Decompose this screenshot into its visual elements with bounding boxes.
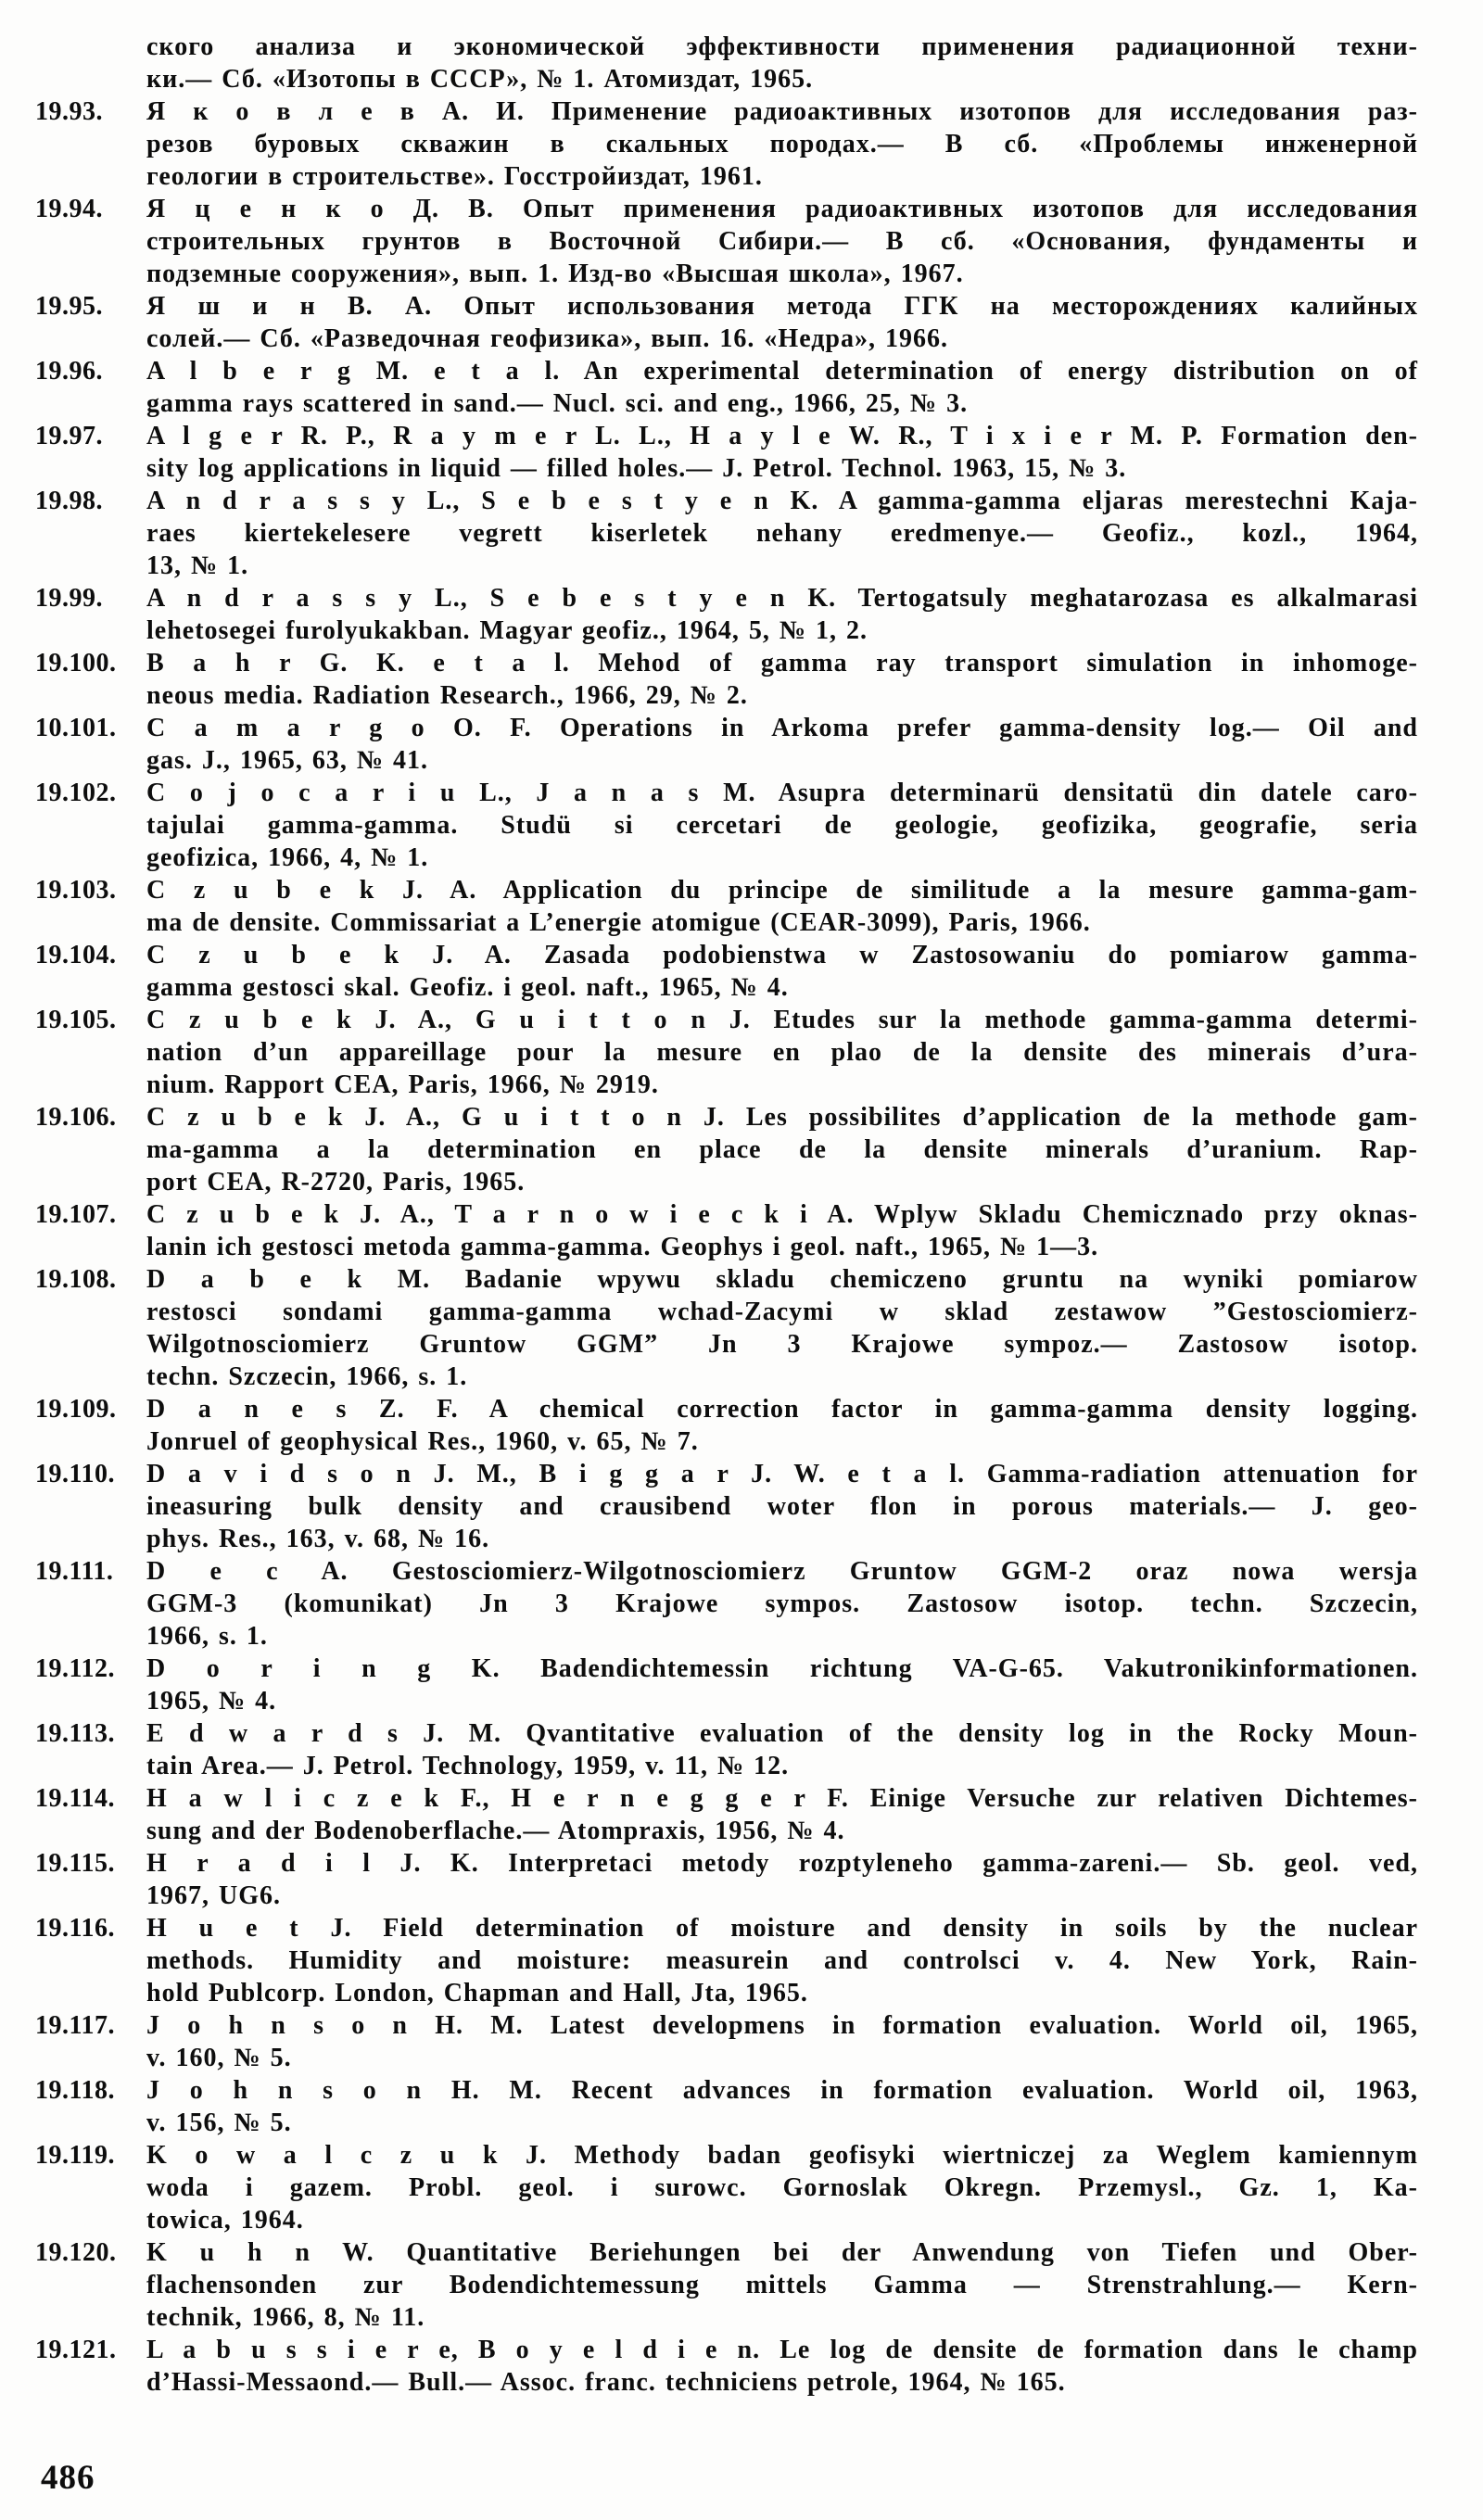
entry-number: 19.113.	[35, 1719, 115, 1748]
reference-entry	[35, 355, 1418, 420]
reference-line: sung and der Bodenoberflache.— Atompraxis, 1956, № 4.	[146, 1817, 845, 1845]
reference-line: ки.— Сб. «Изотопы в СССР», № 1. Атомиздат, 1965.	[146, 65, 814, 94]
reference-entry	[35, 2074, 1418, 2139]
entry-number: 19.105.	[35, 1006, 117, 1034]
reference-line: port CEA, R-2720, Paris, 1965.	[146, 1168, 526, 1197]
reference-line: 19.113. E d w a r d s J. M. Qvantitative evaluation of the density log in the Rocky Moun-	[35, 1719, 1418, 1748]
reference-line: 19.121. L a b u s s i e r e, B o y e l d i e n. Le log de densite de formation dans le champ	[35, 2336, 1418, 2364]
reference-line: 19.110. D a v i d s o n J. M., B i g g a r J. W. e t a l. Gamma-radiation attenuation for	[35, 1460, 1418, 1488]
reference-entry	[35, 485, 1418, 582]
reference-line: 19.98. A n d r a s s y L., S e b e s t y e n K. A gamma-gamma eljaras merestechni Kaja-	[35, 487, 1418, 515]
reference-line: methods. Humidity and moisture: measurein and controlsci v. 4. New York, Rain-	[146, 1946, 1418, 1975]
reference-line: 19.96. A l b e r g M. e t a l. An experimental determination of energy distribution on of	[35, 357, 1418, 386]
entry-number: 19.96.	[35, 357, 103, 386]
reference-entry	[35, 95, 1418, 193]
reference-line: 19.97. A l g e r R. P., R a y m e r L. L., H a y l e W. R., T i x i e r M. P. Formation den-	[35, 422, 1418, 450]
entry-number: 19.99.	[35, 584, 103, 613]
entry-number: 19.107.	[35, 1200, 117, 1229]
reference-line: gamma gestosci skal. Geofiz. i geol. naft., 1965, № 4.	[146, 973, 789, 1002]
reference-entry	[35, 1555, 1418, 1653]
reference-line: 19.107. C z u b e k J. A., T a r n o w i e c k i A. Wplyw Skladu Chemicznado przy oknas-	[35, 1200, 1418, 1229]
reference-list	[35, 0, 1418, 2399]
reference-line: phys. Res., 163, v. 68, № 16.	[146, 1525, 490, 1553]
reference-entry	[35, 1847, 1418, 1912]
reference-line: 19.108. D a b e k M. Badanie wpywu skladu chemiczeno gruntu na wyniki pomiarow	[35, 1265, 1418, 1294]
reference-line: 19.99. A n d r a s s y L., S e b e s t y e n K. Tertogatsuly meghatarozasa es alkalmarasi	[35, 584, 1418, 613]
reference-line: 10.101. C a m a r g o O. F. Operations in Arkoma prefer gamma-density log.— Oil and	[35, 714, 1418, 742]
reference-line: 19.100. B a h r G. K. e t a l. Mehod of gamma ray transport simulation in inhomoge-	[35, 649, 1418, 677]
entry-number: 19.118.	[35, 2076, 115, 2105]
reference-line: techn. Szczecin, 1966, s. 1.	[146, 1362, 468, 1391]
entry-number: 19.108.	[35, 1265, 117, 1294]
reference-line: 19.102. C o j o c a r i u L., J a n a s M. Asupra determinarü densitatü din datele caro-	[35, 779, 1418, 807]
reference-line: tain Area.— J. Petrol. Technology, 1959, v. 11, № 12.	[146, 1752, 790, 1780]
reference-line: raes kiertekelesere vegrett kiserletek nehany eredmenye.— Geofiz., kozl., 1964,	[146, 519, 1418, 548]
entry-number: 19.95.	[35, 292, 103, 321]
entry-number: 19.102.	[35, 779, 117, 807]
reference-line: ma de densite. Commissariat a L’energie atomigue (CEAR-3099), Paris, 1966.	[146, 908, 1091, 937]
reference-line: 19.95. Я ш и н В. А. Опыт использования метода ГГК на месторождениях калийных	[35, 292, 1418, 321]
reference-line: 19.117. J o h n s o n H. M. Latest developmens in formation evaluation. World oil, 1965,	[35, 2011, 1418, 2040]
entry-number: 19.98.	[35, 487, 103, 515]
reference-line: 19.118. J o h n s o n H. M. Recent advances in formation evaluation. World oil, 1963,	[35, 2076, 1418, 2105]
reference-line: солей.— Сб. «Разведочная геофизика», вып. 16. «Недра», 1966.	[146, 324, 948, 353]
reference-entry	[146, 31, 1418, 95]
reference-line: 19.119. K o w a l c z u k J. Methody badan geofisyki wiertniczej za Weglem kamiennym	[35, 2141, 1418, 2170]
reference-line: 19.115. H r a d i l J. K. Interpretaci metody rozptyleneho gamma-zareni.— Sb. geol. ved,	[35, 1849, 1418, 1878]
reference-entry	[35, 1458, 1418, 1555]
reference-line: sity log applications in liquid — filled holes.— J. Petrol. Technol. 1963, 15, № 3.	[146, 454, 1127, 483]
reference-line: 19.120. K u h n W. Quantitative Beriehungen bei der Anwendung von Tiefen und Ober-	[35, 2238, 1418, 2267]
entry-number: 19.94.	[35, 195, 103, 223]
reference-line: v. 156, № 5.	[146, 2108, 292, 2137]
reference-entry	[35, 777, 1418, 874]
entry-number: 19.112.	[35, 1654, 115, 1683]
entry-number: 19.106.	[35, 1103, 117, 1132]
reference-line: technik, 1966, 8, № 11.	[146, 2303, 425, 2332]
entry-number: 19.104.	[35, 941, 117, 969]
reference-line: woda i gazem. Probl. geol. i surowc. Gornoslak Okregn. Przemysl., Gz. 1, Ka-	[146, 2173, 1418, 2202]
reference-line: towica, 1964.	[146, 2206, 304, 2235]
reference-line: строительных грунтов в Восточной Сибири.— В сб. «Основания, фундаменты и	[146, 227, 1418, 256]
entry-number: 19.109.	[35, 1395, 117, 1424]
reference-line: Wilgotnosciomierz Gruntow GGM” Jn 3 Krajowe sympoz.— Zastosow isotop.	[146, 1330, 1418, 1359]
reference-line: геологии в строительстве». Госстройиздат, 1961.	[146, 162, 763, 191]
reference-line: neous media. Radiation Research., 1966, 29, № 2.	[146, 681, 748, 710]
reference-line: gas. J., 1965, 63, № 41.	[146, 746, 429, 775]
reference-line: GGM-3 (komunikat) Jn 3 Krajowe sympos. Zastosow isotop. techn. Szczecin,	[146, 1589, 1418, 1618]
reference-entry	[35, 1101, 1418, 1198]
reference-entry	[35, 1717, 1418, 1782]
reference-line: 19.116. H u e t J. Field determination of moisture and density in soils by the nuclear	[35, 1914, 1418, 1943]
page-number: 486	[41, 2459, 95, 2497]
reference-entry	[35, 1004, 1418, 1101]
entry-number: 19.117.	[35, 2011, 115, 2040]
reference-line: lanin ich gestosci metoda gamma-gamma. Geophys i geol. naft., 1965, № 1—3.	[146, 1233, 1099, 1261]
entry-number: 10.101.	[35, 714, 117, 742]
reference-line: hold Publcorp. London, Chapman and Hall, Jta, 1965.	[146, 1979, 808, 2007]
reference-entry	[35, 290, 1418, 355]
entry-number: 19.115.	[35, 1849, 115, 1878]
reference-line: 19.114. H a w l i c z e k F., H e r n e g g e r F. Einige Versuche zur relativen Dichtemes-	[35, 1784, 1418, 1813]
entry-number: 19.110.	[35, 1460, 115, 1488]
reference-line: lehetosegei furolyukakban. Magyar geofiz., 1964, 5, № 1, 2.	[146, 616, 868, 645]
entry-number: 19.111.	[35, 1557, 114, 1586]
entry-number: 19.116.	[35, 1914, 115, 1943]
reference-entry	[35, 193, 1418, 290]
reference-entry	[35, 1393, 1418, 1458]
reference-line: ского анализа и экономической эффективности применения радиационной техни-	[146, 32, 1418, 61]
reference-entry	[35, 1782, 1418, 1847]
reference-entry	[35, 712, 1418, 777]
reference-line: подземные сооружения», вып. 1. Изд-во «Высшая школа», 1967.	[146, 260, 964, 288]
reference-entry	[35, 2236, 1418, 2334]
reference-line: 1967, UG6.	[146, 1881, 281, 1910]
reference-entry	[35, 1653, 1418, 1717]
reference-line: 1965, № 4.	[146, 1687, 277, 1716]
reference-line: d’Hassi-Messaond.— Bull.— Assoc. franc. techniciens petrole, 1964, № 165.	[146, 2368, 1066, 2397]
reference-line: 1966, s. 1.	[146, 1622, 268, 1651]
reference-line: 19.106. C z u b e k J. A., G u i t t o n J. Les possibilites d’application de la methode gam-	[35, 1103, 1418, 1132]
reference-entry	[35, 2139, 1418, 2236]
reference-entry	[35, 2334, 1418, 2399]
reference-entry	[35, 2009, 1418, 2074]
reference-entry	[35, 1263, 1418, 1393]
reference-line: ineasuring bulk density and crausibend woter flon in porous materials.— J. geo-	[146, 1492, 1418, 1521]
entry-number: 19.93.	[35, 97, 103, 126]
entry-number: 19.119.	[35, 2141, 115, 2170]
reference-line: 19.93. Я к о в л е в А. И. Применение радиоактивных изотопов для исследования раз-	[35, 97, 1418, 126]
reference-line: 19.109. D a n e s Z. F. A chemical correction factor in gamma-gamma density logging.	[35, 1395, 1418, 1424]
reference-entry	[35, 1912, 1418, 2009]
reference-line: nation d’un appareillage pour la mesure en plao de la densite des minerais d’ura-	[146, 1038, 1418, 1067]
reference-entry	[35, 874, 1418, 939]
reference-line: v. 160, № 5.	[146, 2044, 292, 2072]
reference-line: 19.105. C z u b e k J. A., G u i t t o n J. Etudes sur la methode gamma-gamma determi-	[35, 1006, 1418, 1034]
reference-line: restosci sondami gamma-gamma wchad-Zacymi w sklad zestawow ”Gestosciomierz-	[146, 1298, 1418, 1326]
entry-number: 19.97.	[35, 422, 103, 450]
reference-entry	[35, 582, 1418, 647]
entry-number: 19.120.	[35, 2238, 117, 2267]
reference-line: geofizica, 1966, 4, № 1.	[146, 843, 429, 872]
reference-line: 19.112. D o r i n g K. Badendichtemessin richtung VA-G-65. Vakutronikinformationen.	[35, 1654, 1418, 1683]
reference-line: 19.94. Я ц е н к о Д. В. Опыт применения радиоактивных изотопов для исследования	[35, 195, 1418, 223]
reference-entry	[35, 647, 1418, 712]
reference-line: резов буровых скважин в скальных породах.— В сб. «Проблемы инженерной	[146, 130, 1418, 158]
reference-line: flachensonden zur Bodendichtemessung mittels Gamma — Strenstrahlung.— Kern-	[146, 2271, 1418, 2299]
entry-number: 19.103.	[35, 876, 117, 905]
reference-entry	[35, 420, 1418, 485]
reference-line: 13, № 1.	[146, 551, 249, 580]
entry-number: 19.100.	[35, 649, 117, 677]
reference-entry	[35, 1198, 1418, 1263]
reference-line: 19.103. C z u b e k J. A. Application du principe de similitude a la mesure gamma-gam-	[35, 876, 1418, 905]
reference-line: gamma rays scattered in sand.— Nucl. sci. and eng., 1966, 25, № 3.	[146, 389, 969, 418]
reference-line: 19.111. D e c A. Gestosciomierz-Wilgotnosciomierz Gruntow GGM-2 oraz nowa wersja	[35, 1557, 1418, 1586]
reference-line: tajulai gamma-gamma. Studü si cercetari de geologie, geofizika, geografie, seria	[146, 811, 1418, 840]
entry-number: 19.121.	[35, 2336, 117, 2364]
reference-line: 19.104. C z u b e k J. A. Zasada podobienstwa w Zastosowaniu do pomiarow gamma-	[35, 941, 1418, 969]
reference-line: ma-gamma a la determination en place de la densite minerals d’uranium. Rap-	[146, 1135, 1418, 1164]
reference-entry	[35, 939, 1418, 1004]
entry-number: 19.114.	[35, 1784, 115, 1813]
reference-line: nium. Rapport CEA, Paris, 1966, № 2919.	[146, 1070, 659, 1099]
reference-line: Jonruel of geophysical Res., 1960, v. 65, № 7.	[146, 1427, 699, 1456]
